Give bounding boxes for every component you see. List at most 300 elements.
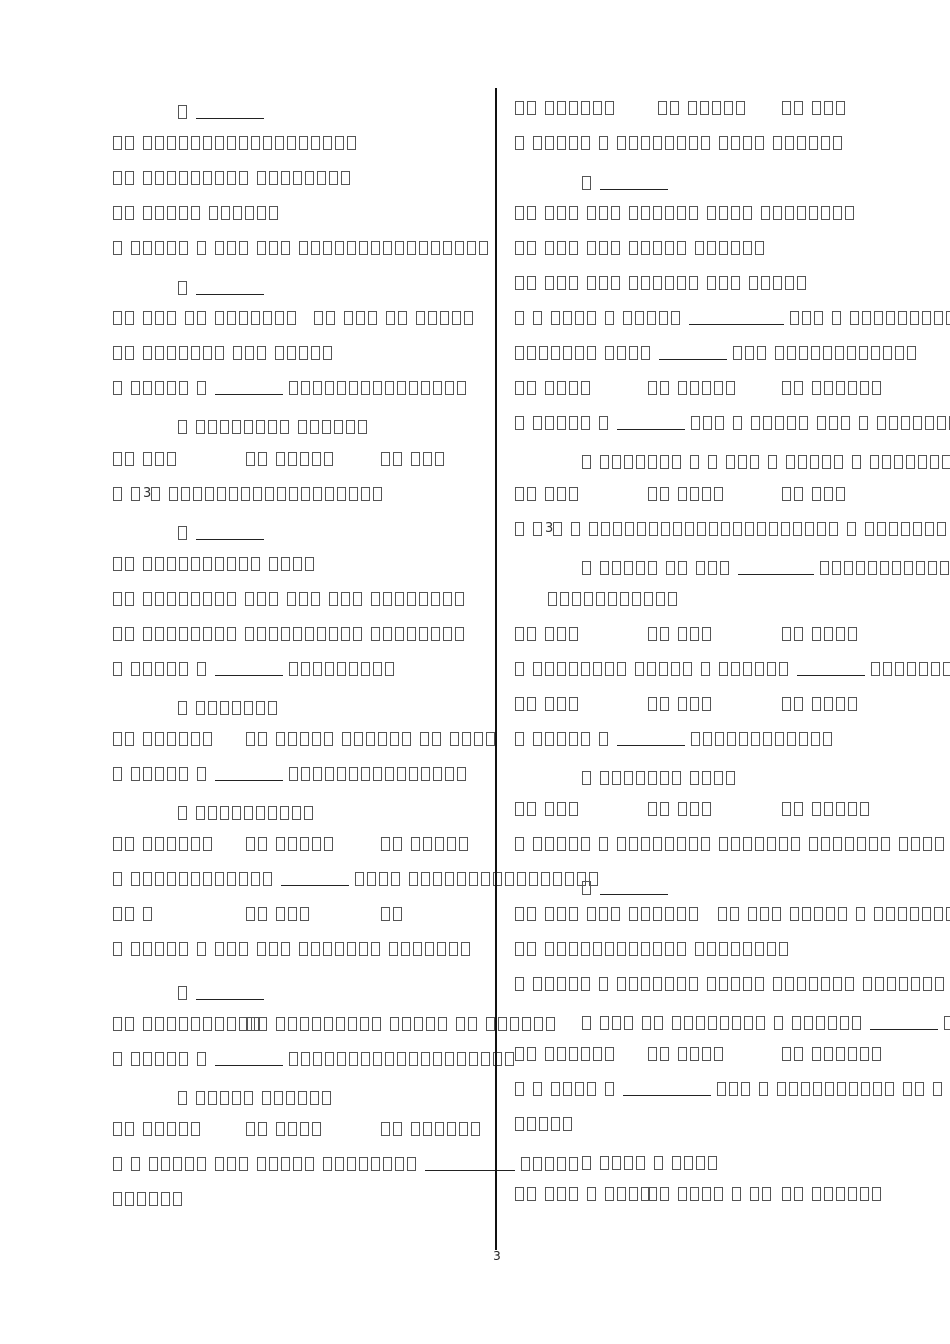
glyph-box [798, 455, 807, 469]
glyph-box [794, 627, 803, 641]
glyph-box [702, 487, 711, 501]
text-run [515, 728, 835, 748]
glyph-box [527, 206, 536, 220]
glyph-box [545, 101, 554, 115]
glyph-box [605, 662, 614, 676]
glyph-box [557, 837, 566, 851]
glyph-box [613, 522, 622, 536]
glyph-box [794, 487, 803, 501]
glyph-box [545, 487, 554, 501]
glyph-box [906, 455, 915, 469]
glyph-box [625, 522, 634, 536]
glyph-box [743, 942, 752, 956]
glyph-box [515, 416, 524, 430]
glyph-box [545, 697, 554, 711]
glyph-box [731, 662, 740, 676]
glyph-box [714, 771, 723, 785]
glyph-box [743, 977, 752, 991]
glyph-box [824, 1047, 833, 1061]
text-run [515, 272, 809, 292]
glyph-box [894, 455, 903, 469]
glyph-box [671, 662, 680, 676]
glyph-box [935, 977, 944, 991]
text-run [582, 172, 674, 192]
glyph-box [599, 907, 608, 921]
glyph-box [648, 1047, 657, 1061]
glyph-box [814, 311, 823, 325]
glyph-box [719, 241, 728, 255]
text-run [548, 588, 680, 608]
glyph-box [880, 561, 889, 575]
answer-blank[interactable] [797, 661, 865, 676]
right-text-line [0, 342, 950, 362]
answer-blank[interactable] [617, 415, 685, 430]
glyph-box [557, 802, 566, 816]
right-text-line [0, 877, 950, 897]
glyph-box [612, 455, 621, 469]
glyph-box [671, 311, 680, 325]
right-text-line [0, 658, 950, 678]
glyph-box [931, 662, 940, 676]
glyph-box [821, 837, 830, 851]
glyph-box [870, 455, 879, 469]
glyph-box [767, 942, 776, 956]
glyph-box [689, 276, 698, 290]
glyph-box [569, 627, 578, 641]
glyph-box [605, 311, 614, 325]
glyph-box [690, 1187, 699, 1201]
glyph-box [617, 942, 626, 956]
glyph-box [852, 1016, 861, 1030]
glyph-box [719, 977, 728, 991]
text-run [648, 483, 726, 503]
text-run [648, 377, 738, 397]
glyph-box [690, 1047, 699, 1061]
glyph-box [802, 907, 811, 921]
glyph-box [545, 276, 554, 290]
glyph-box [600, 771, 609, 785]
glyph-box [731, 276, 740, 290]
glyph-box [629, 942, 638, 956]
glyph-box [637, 522, 646, 536]
glyph-box [683, 662, 692, 676]
glyph-box [794, 697, 803, 711]
glyph-box [553, 522, 562, 536]
glyph-box [533, 837, 542, 851]
glyph-box [665, 907, 674, 921]
glyph-box [527, 697, 536, 711]
glyph-box [593, 1047, 602, 1061]
glyph-box [786, 455, 795, 469]
glyph-box [761, 276, 770, 290]
right-text-line [0, 557, 950, 577]
glyph-box [557, 907, 566, 921]
right-text-line [0, 623, 950, 643]
glyph-box [809, 837, 818, 851]
glyph-box [721, 522, 730, 536]
glyph-box [850, 311, 859, 325]
glyph-box [898, 311, 907, 325]
glyph-box [733, 522, 742, 536]
answer-blank[interactable] [600, 175, 668, 190]
answer-blank[interactable] [617, 731, 685, 746]
glyph-box [691, 732, 700, 746]
glyph-box [794, 381, 803, 395]
glyph-box [515, 627, 524, 641]
glyph-box [886, 907, 895, 921]
glyph-box [695, 942, 704, 956]
glyph-box [545, 977, 554, 991]
glyph-box [828, 1016, 837, 1030]
glyph-box [703, 732, 712, 746]
glyph-box [840, 1016, 849, 1030]
glyph-box [515, 1047, 524, 1061]
glyph-box [601, 522, 610, 536]
glyph-box [732, 1187, 741, 1201]
glyph-box [833, 136, 842, 150]
glyph-box [833, 977, 842, 991]
text-run [515, 1043, 617, 1063]
glyph-box [545, 381, 554, 395]
glyph-box [904, 561, 913, 575]
glyph-box [844, 561, 853, 575]
glyph-box [678, 561, 687, 575]
glyph-box [886, 311, 895, 325]
glyph-box [612, 771, 621, 785]
text-run [515, 307, 950, 327]
answer-blank[interactable] [870, 1015, 938, 1030]
glyph-box [782, 101, 791, 115]
right-text-line [0, 1113, 950, 1133]
glyph-box [782, 1187, 791, 1201]
answer-blank[interactable] [623, 1081, 711, 1096]
glyph-box [545, 802, 554, 816]
glyph-box [869, 837, 878, 851]
glyph-box [636, 1156, 645, 1170]
glyph-box [515, 311, 524, 325]
right-text-line [0, 1183, 950, 1203]
glyph-box [515, 907, 524, 921]
glyph-box [629, 1187, 638, 1201]
glyph-box [856, 561, 865, 575]
glyph-box [557, 276, 566, 290]
right-text-line [0, 97, 950, 117]
glyph-box [733, 346, 742, 360]
glyph-box [872, 1187, 881, 1201]
glyph-box [820, 561, 829, 575]
text-run [582, 767, 738, 787]
glyph-box [545, 1187, 554, 1201]
glyph-box [756, 1016, 765, 1030]
glyph-box [809, 977, 818, 991]
glyph-box [527, 1117, 536, 1131]
glyph-box [696, 1156, 705, 1170]
text-run [515, 1078, 950, 1098]
text-run [782, 798, 872, 818]
glyph-box [748, 907, 757, 921]
glyph-box [812, 627, 821, 641]
text-run [718, 903, 950, 923]
glyph-box [629, 977, 638, 991]
glyph-box [684, 1016, 693, 1030]
text-run [582, 557, 950, 577]
glyph-box [923, 837, 932, 851]
glyph-box [611, 907, 620, 921]
answer-blank[interactable] [738, 560, 814, 575]
glyph-box [600, 1016, 609, 1030]
glyph-box [745, 522, 754, 536]
glyph-box [852, 455, 861, 469]
glyph-box [848, 697, 857, 711]
glyph-box [835, 346, 844, 360]
glyph-box [515, 1187, 524, 1201]
glyph-box [660, 697, 669, 711]
glyph-box [569, 942, 578, 956]
right-text-line [0, 518, 950, 538]
glyph-box [563, 1082, 572, 1096]
glyph-box [660, 627, 669, 641]
glyph-box [533, 1082, 542, 1096]
glyph-box [659, 311, 668, 325]
glyph-box [862, 311, 871, 325]
glyph-box [569, 276, 578, 290]
glyph-box [707, 942, 716, 956]
glyph-box [678, 381, 687, 395]
glyph-box [787, 346, 796, 360]
glyph-box [689, 136, 698, 150]
glyph-box [582, 455, 591, 469]
glyph-box [611, 206, 620, 220]
glyph-box [782, 802, 791, 816]
glyph-box [708, 1016, 717, 1030]
text-run [782, 483, 848, 503]
text-run [515, 1183, 653, 1203]
glyph-box [533, 732, 542, 746]
glyph-box [668, 592, 677, 606]
glyph-box [903, 1082, 912, 1096]
text-run [515, 693, 581, 713]
glyph-box [836, 381, 845, 395]
glyph-box [608, 592, 617, 606]
glyph-box [877, 416, 886, 430]
glyph-box [821, 206, 830, 220]
answer-blank[interactable] [689, 310, 784, 325]
glyph-box [527, 802, 536, 816]
glyph-box [836, 697, 845, 711]
glyph-box [557, 977, 566, 991]
glyph-box [665, 942, 674, 956]
glyph-box [883, 346, 892, 360]
glyph-box [743, 241, 752, 255]
text-run [515, 237, 767, 257]
glyph-box [612, 1156, 621, 1170]
glyph-box [545, 942, 554, 956]
glyph-box [587, 1082, 596, 1096]
glyph-box [732, 1016, 741, 1030]
glyph-box [836, 101, 845, 115]
glyph-box [653, 276, 662, 290]
glyph-box [587, 241, 596, 255]
glyph-box [533, 522, 542, 536]
glyph-box [624, 1156, 633, 1170]
glyph-box [653, 206, 662, 220]
glyph-box [824, 1187, 833, 1201]
glyph-box [913, 416, 922, 430]
glyph-box [940, 561, 949, 575]
text-run [515, 658, 950, 678]
glyph-box [660, 802, 669, 816]
glyph-box [515, 977, 524, 991]
text-run [582, 1012, 950, 1032]
glyph-box [629, 346, 638, 360]
glyph-box [600, 1156, 609, 1170]
glyph-box [702, 697, 711, 711]
glyph-box [557, 627, 566, 641]
glyph-box [575, 1082, 584, 1096]
glyph-box [863, 977, 872, 991]
glyph-box [665, 241, 674, 255]
right-text-line [0, 1043, 950, 1063]
glyph-box [545, 907, 554, 921]
glyph-box [775, 416, 784, 430]
glyph-box [587, 1187, 596, 1201]
glyph-box [624, 771, 633, 785]
glyph-box [582, 176, 591, 190]
glyph-box [708, 455, 717, 469]
glyph-box [569, 837, 578, 851]
glyph-box [611, 276, 620, 290]
glyph-box [750, 1187, 759, 1201]
answer-blank[interactable] [659, 345, 727, 360]
glyph-box [605, 346, 614, 360]
glyph-box [836, 487, 845, 501]
glyph-box [836, 627, 845, 641]
glyph-box [933, 1082, 942, 1096]
right-text-line [0, 377, 950, 397]
glyph-box [648, 381, 657, 395]
glyph-box [825, 1082, 834, 1096]
glyph-box [648, 561, 657, 575]
glyph-box [648, 802, 657, 816]
glyph-box [617, 136, 626, 150]
glyph-box [557, 732, 566, 746]
glyph-box [763, 416, 772, 430]
glyph-box [665, 206, 674, 220]
glyph-box [782, 1047, 791, 1061]
glyph-box [515, 802, 524, 816]
glyph-box [677, 942, 686, 956]
glyph-box [719, 276, 728, 290]
glyph-box [636, 561, 645, 575]
glyph-box [648, 771, 657, 785]
glyph-box [871, 662, 880, 676]
glyph-box [736, 101, 745, 115]
glyph-box [703, 416, 712, 430]
glyph-box [569, 487, 578, 501]
glyph-box [823, 346, 832, 360]
glyph-box [539, 346, 548, 360]
glyph-box [794, 1187, 803, 1201]
glyph-box [946, 907, 950, 921]
glyph-box [527, 276, 536, 290]
glyph-box [907, 346, 916, 360]
right-text-line [0, 172, 950, 192]
glyph-box [641, 276, 650, 290]
glyph-box [785, 977, 794, 991]
glyph-box [767, 662, 776, 676]
glyph-box [812, 697, 821, 711]
glyph-box [719, 136, 728, 150]
glyph-box [569, 1047, 578, 1061]
glyph-box [875, 977, 884, 991]
glyph-box [708, 561, 717, 575]
glyph-box [777, 1082, 786, 1096]
glyph-box [943, 662, 950, 676]
glyph-box [545, 206, 554, 220]
glyph-box [582, 881, 591, 895]
glyph-box [889, 522, 898, 536]
glyph-box [647, 662, 656, 676]
glyph-box [934, 311, 943, 325]
glyph-box [648, 627, 657, 641]
glyph-box [702, 802, 711, 816]
glyph-box [833, 206, 842, 220]
glyph-box [596, 592, 605, 606]
glyph-box [677, 136, 686, 150]
glyph-box [841, 416, 850, 430]
glyph-box [774, 1016, 783, 1030]
glyph-box [641, 977, 650, 991]
glyph-box [745, 346, 754, 360]
glyph-box [816, 1016, 825, 1030]
answer-blank[interactable] [600, 880, 668, 895]
glyph-box [910, 907, 919, 921]
glyph-box [719, 206, 728, 220]
glyph-box [930, 455, 939, 469]
glyph-box [515, 206, 524, 220]
glyph-box [605, 1187, 614, 1201]
glyph-box [515, 837, 524, 851]
glyph-box [617, 1187, 626, 1201]
glyph-box [872, 1047, 881, 1061]
glyph-box [582, 1016, 591, 1030]
glyph-box [569, 136, 578, 150]
glyph-box [901, 416, 910, 430]
glyph-box [918, 455, 927, 469]
glyph-box [922, 311, 931, 325]
glyph-box [946, 311, 950, 325]
glyph-box [899, 977, 908, 991]
glyph-box [623, 311, 632, 325]
right-text-line [0, 798, 950, 818]
glyph-box [557, 381, 566, 395]
glyph-box [916, 561, 925, 575]
right-text-line [0, 307, 950, 327]
glyph-box [661, 522, 670, 536]
glyph-box [684, 1156, 693, 1170]
glyph-box [695, 241, 704, 255]
glyph-box [755, 136, 764, 150]
glyph-box [719, 942, 728, 956]
glyph-box [545, 241, 554, 255]
glyph-box [557, 206, 566, 220]
glyph-box [557, 487, 566, 501]
right-text-line [0, 132, 950, 152]
glyph-box [653, 977, 662, 991]
glyph-box [859, 346, 868, 360]
glyph-box [647, 311, 656, 325]
glyph-box [785, 276, 794, 290]
